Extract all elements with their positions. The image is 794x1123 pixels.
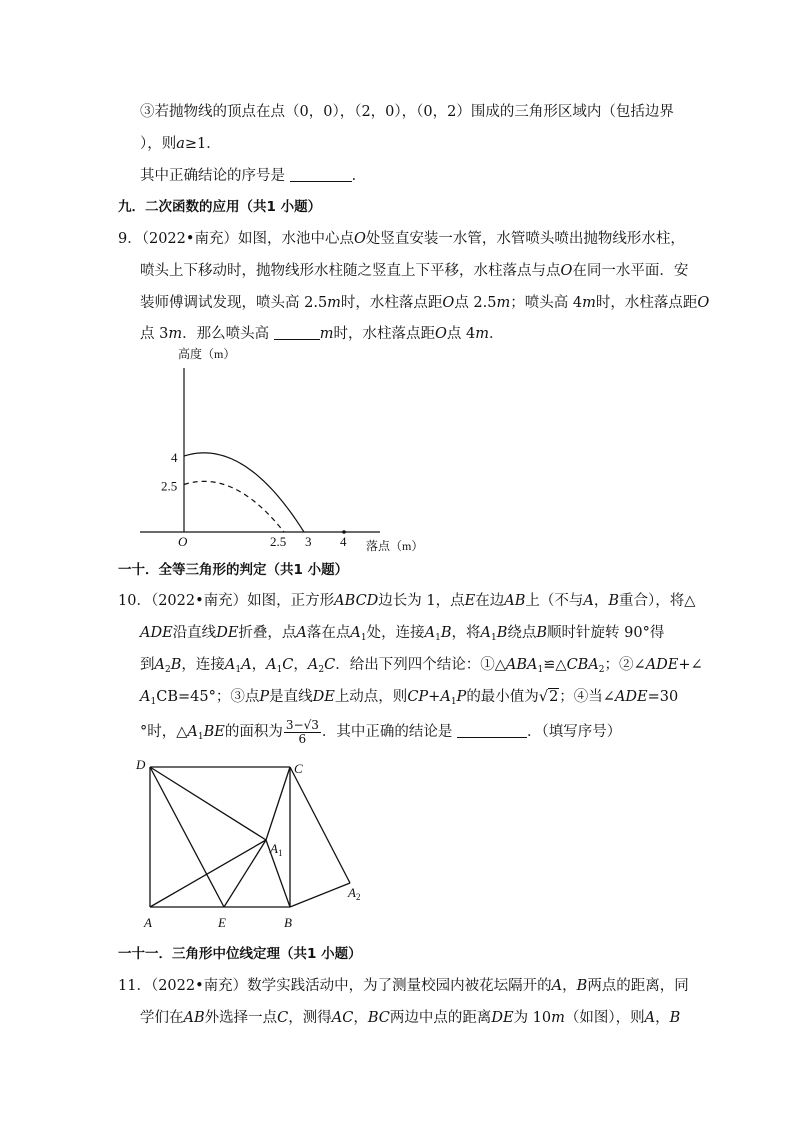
q11-line2: 学们在AB外选择一点C，测得AC，BC两边中点的距离DE为 10m（如图），则A，B xyxy=(140,1010,681,1026)
q8-condition-3-line1: ③若抛物线的顶点在点（0，0），（2，0），（0，2）围成的三角形区域内（包括边界 xyxy=(140,104,674,120)
q9-parabola-chart xyxy=(130,340,430,560)
q10-line1: 10．（2022•南充）如图，正方形ABCD边长为 1，点E在边AB上（不与A，B重合），将△ xyxy=(118,593,696,609)
area-fraction: $\frac{3-√3}{6}$ xyxy=(285,717,319,746)
section-9-title: 九．二次函数的应用（共1 小题） xyxy=(118,199,322,215)
segment-DA1 xyxy=(150,767,266,840)
x-tick-label: 2.5 xyxy=(270,534,287,549)
segment-CA2 xyxy=(290,767,350,883)
label-D: D xyxy=(136,757,146,772)
x-tick-label: 3 xyxy=(305,534,312,549)
label-A: A xyxy=(144,915,152,930)
y-tick-label: 2.5 xyxy=(161,478,178,494)
q8-answer-line: 其中正确结论的序号是 ． xyxy=(140,168,367,184)
q10-square-figure xyxy=(134,755,374,935)
label-A1: $A_1$ xyxy=(270,841,283,858)
q8-condition-3-line2: ），则a≥1． xyxy=(140,136,221,152)
q10-line5: °时，$\triangle A_1BE$的面积为 $\frac{3-√3}{6}$ ．其中正确的结论是 ．（填写序号） xyxy=(140,717,622,746)
q10-line4: $A_1CB=45^\circ$；③点P是直线DE上动点，则$CP+A_1P$的最小值为√2；④当∠ADE=30 xyxy=(140,689,679,707)
parabola-solid-4m xyxy=(184,453,304,532)
x-tick-dot-4 xyxy=(342,530,346,534)
segment-CA1 xyxy=(266,767,290,840)
y-tick-label: 4 xyxy=(171,450,178,465)
origin-label: O xyxy=(178,534,188,549)
section-11-title: 一十一．三角形中位线定理（共1 小题） xyxy=(118,946,362,962)
q9-line3: 装师傅调试发现，喷头高 2.5m时，水柱落点距O点 2.5m；喷头高 4m时，水柱落点距O xyxy=(140,295,710,311)
x-tick-label: 4 xyxy=(340,534,347,549)
q9-line4: 点 3m．那么喷头高 m时，水柱落点距O点 4m． xyxy=(140,326,504,342)
segment-EA1 xyxy=(224,840,266,907)
q10-line2: ADE沿直线DE折叠，点A落在点$A_1$处，连接$A_1B$，将$A_1B$绕点B顺时针旋转 90°得 xyxy=(140,625,665,643)
q10-line3: 到$A_2B$，连接$A_1A$，$A_1C$，$A_2C$．给出下列四个结论：$①\triangle ABA_1≌\triangle CBA_2$；②∠ADE+∠ xyxy=(140,657,703,675)
label-E: E xyxy=(218,915,226,930)
label-B: B xyxy=(284,915,292,930)
q11-line1: 11．（2022•南充）数学实践活动中，为了测量校园内被花坛隔开的A，B两点的距离，同 xyxy=(118,978,689,994)
segment-AA1 xyxy=(150,840,266,907)
y-axis-label: 高度（m） xyxy=(178,347,236,361)
answer-blank[interactable] xyxy=(274,325,320,340)
q9-line1: 9．（2022•南充）如图，水池中心点O处竖直安装一水管，水管喷头喷出抛物线形水柱， xyxy=(118,231,685,247)
parabola-dashed-2.5m xyxy=(184,481,284,532)
answer-blank[interactable] xyxy=(290,167,352,182)
section-10-title: 一十．全等三角形的判定（共1 小题） xyxy=(118,562,349,578)
answer-blank[interactable] xyxy=(457,723,527,738)
label-C: C xyxy=(294,761,303,776)
x-axis-label: 落点（m） xyxy=(366,539,424,553)
label-A2: $A_2$ xyxy=(348,885,361,902)
segment-BA2 xyxy=(290,883,350,907)
q9-line2: 喷头上下移动时，抛物线形水柱随之竖直上下平移，水柱落点与点O在同一水平面．安 xyxy=(140,263,689,279)
